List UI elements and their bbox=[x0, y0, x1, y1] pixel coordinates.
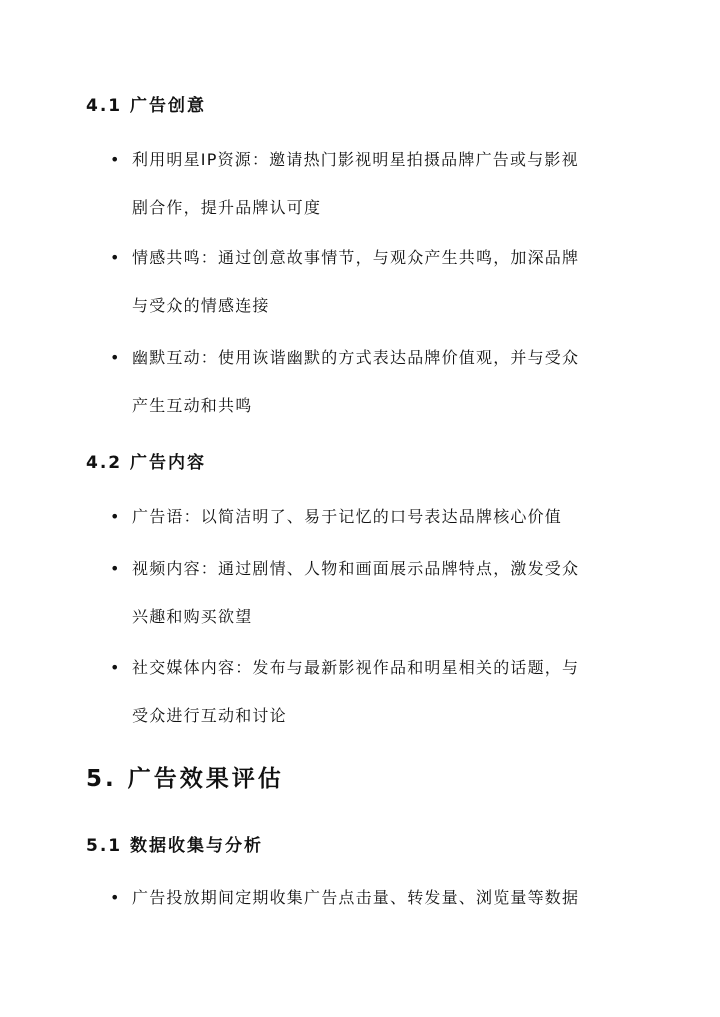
bullet-marker: • bbox=[110, 559, 120, 578]
bullet-marker: • bbox=[110, 150, 120, 169]
section-heading-4-1: 4.1 广告创意 bbox=[86, 96, 207, 116]
bullet-marker: • bbox=[110, 888, 120, 907]
list-item-line: 广告语：以简洁明了、易于记忆的口号表达品牌核心价值 bbox=[132, 507, 563, 526]
chapter-heading-5: 5. 广告效果评估 bbox=[86, 766, 284, 792]
section-heading-4-2: 4.2 广告内容 bbox=[86, 453, 207, 473]
list-item-line: 兴趣和购买欲望 bbox=[132, 607, 253, 626]
list-item bbox=[110, 545, 630, 641]
list-item-line: 广告投放期间定期收集广告点击量、转发量、浏览量等数据 bbox=[132, 888, 580, 907]
bullet-marker: • bbox=[110, 658, 120, 677]
list-item-line: 受众进行互动和讨论 bbox=[132, 706, 287, 725]
list-item bbox=[110, 493, 630, 541]
list-item bbox=[110, 334, 630, 430]
list-item-line: 视频内容：通过剧情、人物和画面展示品牌特点，激发受众 bbox=[132, 559, 580, 578]
bullet-marker: • bbox=[110, 507, 120, 526]
list-item-line: 情感共鸣：通过创意故事情节，与观众产生共鸣，加深品牌 bbox=[132, 248, 580, 267]
list-item-line: 幽默互动：使用诙谐幽默的方式表达品牌价值观，并与受众 bbox=[132, 348, 580, 367]
list-item bbox=[110, 136, 630, 232]
list-item bbox=[110, 874, 630, 922]
list-item bbox=[110, 644, 630, 740]
list-item-line: 剧合作，提升品牌认可度 bbox=[132, 198, 322, 217]
list-item-line: 产生互动和共鸣 bbox=[132, 396, 253, 415]
bullet-marker: • bbox=[110, 348, 120, 367]
list-item-line: 社交媒体内容：发布与最新影视作品和明星相关的话题，与 bbox=[132, 658, 580, 677]
list-item bbox=[110, 234, 630, 330]
list-item-line: 利用明星IP资源：邀请热门影视明星拍摄品牌广告或与影视 bbox=[132, 150, 579, 169]
bullet-marker: • bbox=[110, 248, 120, 267]
list-item-line: 与受众的情感连接 bbox=[132, 296, 270, 315]
section-heading-5-1: 5.1 数据收集与分析 bbox=[86, 836, 264, 856]
